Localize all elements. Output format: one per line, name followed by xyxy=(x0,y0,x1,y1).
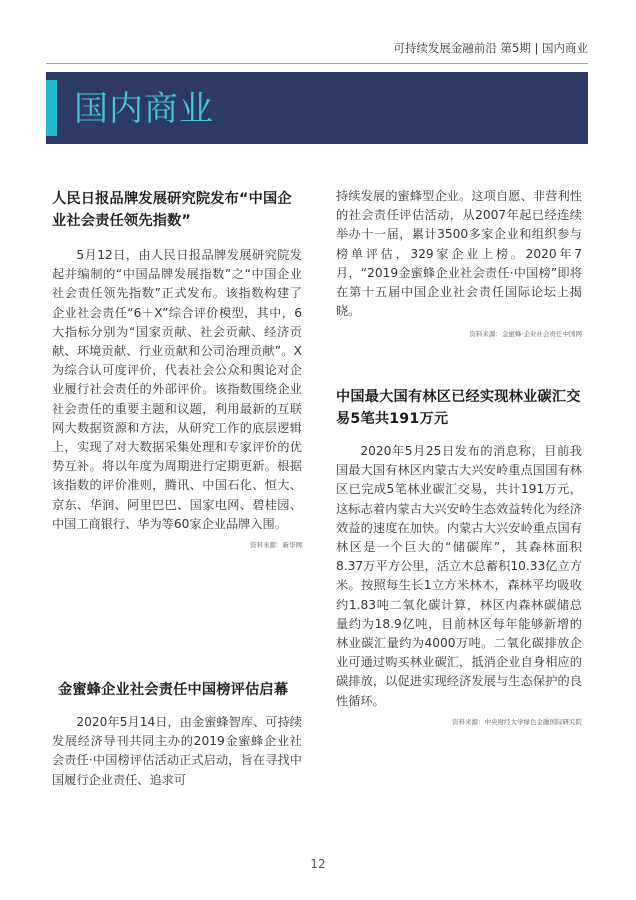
article-3 xyxy=(336,386,582,727)
article-1-source: 资料来源：新华网 xyxy=(250,541,302,550)
header-divider xyxy=(46,63,588,64)
article-2-continued xyxy=(336,187,582,339)
article-1-body: 5月12日，由人民日报品牌发展研究院发起并编制的“中国品牌发展指数”之“中国企业社会责任领先指数”正式发布。该指数构建了企业社会责任“6＋X”综合评价模型，其中，6大指标分别为“国家贡献、社会贡献、经济贡献、环境贡献、行业贡献和公司治理贡献”。X为综合认可度评价，代表社会公众和舆论对企业履行社会责任的外部评价。该指数围绕企业社会责任的重要主题和议题，利用最新的互联网大数据资源和方法，从研究工作的底层逻辑上，实现了对大数据采集处理和专家评价的优势互补。将以年度为周期进行定期更新。根据该指数的评价准则，腾讯、中国石化、恒大、京东、华润、阿里巴巴、国家电网、碧桂园、中国工商银行、华为等60家企业品牌入围。 xyxy=(52,248,302,531)
page-number: 12 xyxy=(310,857,326,871)
article-3-body: 2020年5月25日发布的消息称，目前我国最大国有林区内蒙古大兴安岭重点国国有林区已完成5笔林业碳汇交易，共计191万元，这标志着内蒙古大兴安岭生态效益转化为经济效益的速度在加快。内蒙古大兴安岭重点国有林区是一个巨大的“储碳库”，其森林面积8.37万平方公里，活立木总蓄积10.33亿立方米。按照每生长1立方米林木，森林平均吸收约1.83吨二氧化碳计算，林区内森林碳储总量约为18.9亿吨，目前林区每年能够新增的林业碳汇量约为4000万吨。二氧化碳排放企业可通过购买林业碳汇，抵消企业自身相应的碳排放，以促进实现经济发展与生态保护的良性循环。 xyxy=(336,444,582,708)
article-2-body-part2: 持续发展的蜜蜂型企业。这项自愿、非营利性的社会责任评估活动，从2007年起已经连续举办十一届，累计3500多家企业和组织参与榜单评估，329家企业上榜。2020年7月，“2019金蜜蜂企业社会责任·中国榜”即将在第十五届中国企业社会责任国际论坛上揭晓。 xyxy=(336,189,582,319)
article-2-body-part1: 2020年5月14日，由金蜜蜂智库、可持续发展经济导刊共同主办的2019金蜜蜂企业社会责任·中国榜评估活动正式启动，旨在寻找中国履行企业责任、追求可 xyxy=(52,715,302,787)
banner-accent-bar xyxy=(46,80,57,136)
article-2-title: 金蜜蜂企业社会责任中国榜评估启幕 xyxy=(58,682,289,698)
article-1 xyxy=(52,188,302,550)
article-3-title: 中国最大国有林区已经实现林业碳汇交易5笔共191万元 xyxy=(336,389,581,427)
article-2 xyxy=(52,679,302,790)
article-2-source: 资料来源：金蜜蜂·企业社会责任中国网 xyxy=(469,330,582,339)
article-3-source: 资料来源：中央财经大学绿色金融国际研究院 xyxy=(452,717,582,726)
running-header: 可持续发展金融前沿 第5期 | 国内商业 xyxy=(393,41,588,55)
article-1-title: 人民日报品牌发展研究院发布“中国企业社会责任领先指数” xyxy=(52,191,292,229)
section-title: 国内商业 xyxy=(74,89,214,129)
